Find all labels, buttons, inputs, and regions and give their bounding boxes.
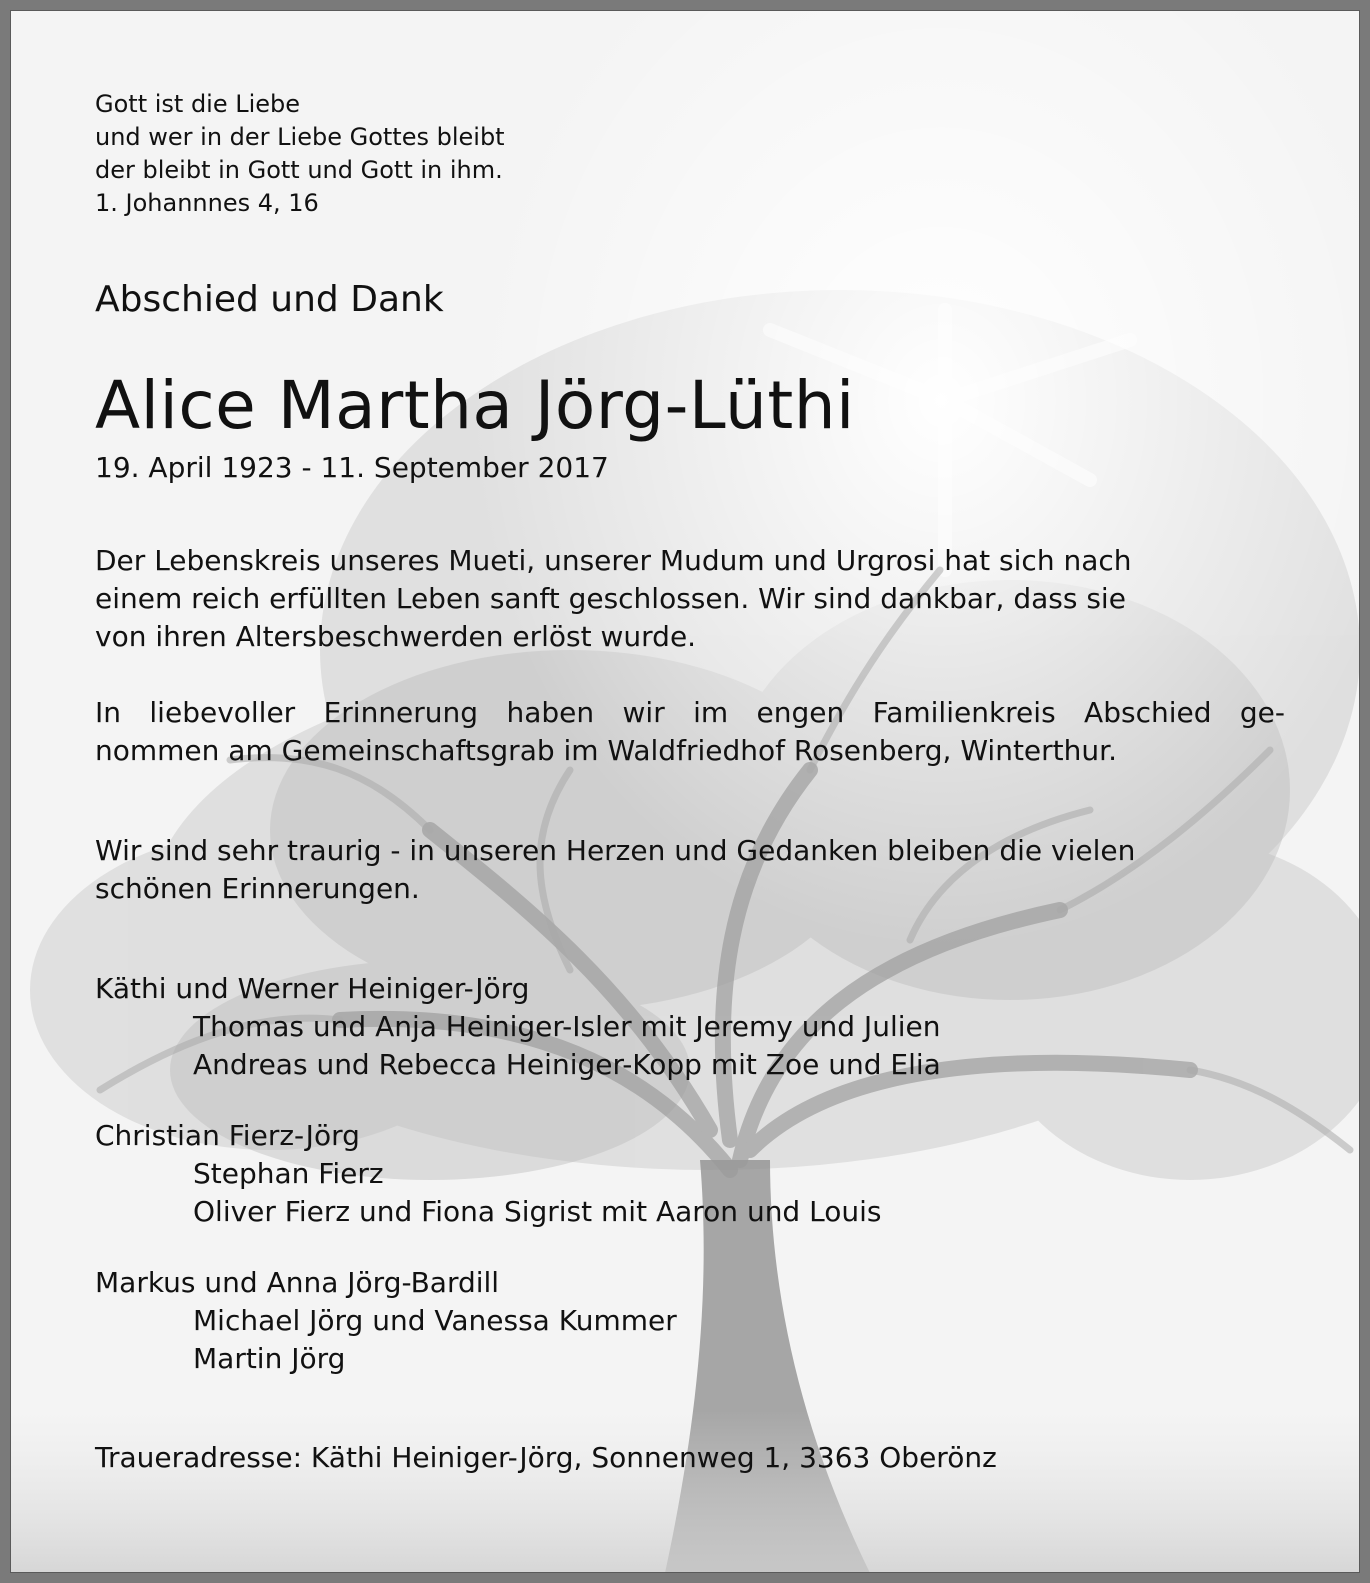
verse-reference: 1. Johannnes 4, 16	[95, 189, 319, 217]
family-member: Michael Jörg und Vanessa Kummer	[193, 1304, 677, 1337]
mourners-list	[95, 970, 1285, 1378]
paragraph-line: Der Lebenskreis unseres Mueti, unserer Mudum und Urgrosi hat sich nach	[95, 544, 1132, 577]
family-head: Käthi und Werner Heiniger-Jörg	[95, 972, 530, 1005]
life-dates: 19. April 1923 - 11. September 2017	[95, 451, 609, 484]
family-member: Martin Jörg	[193, 1342, 346, 1375]
obituary-content	[95, 88, 1285, 1411]
family-member: Oliver Fierz und Fiona Sigrist mit Aaron und Louis	[193, 1195, 882, 1228]
family-member: Andreas und Rebecca Heiniger-Kopp mit Zoe und Elia	[193, 1048, 941, 1081]
family-group	[95, 1264, 1285, 1378]
deceased-name: Alice Martha Jörg-Lüthi	[95, 367, 855, 444]
family-head: Markus und Anna Jörg-Bardill	[95, 1266, 500, 1299]
paragraph-line: von ihren Altersbeschwerden erlöst wurde.	[95, 620, 697, 653]
mourning-address: Traueradresse: Käthi Heiniger-Jörg, Sonnenweg 1, 3363 Oberönz	[95, 1441, 997, 1474]
bible-verse	[95, 88, 1285, 220]
paragraph-line: Wir sind sehr traurig - in unseren Herzen und Gedanken bleiben die vielen	[95, 834, 1136, 867]
paragraph-line: nommen am Gemeinschaftsgrab im Waldfriedhof Rosenberg, Winterthur.	[95, 734, 1117, 767]
family-member: Thomas und Anja Heiniger-Isler mit Jeremy und Julien	[193, 1010, 941, 1043]
verse-line: Gott ist die Liebe	[95, 90, 301, 118]
verse-line: und wer in der Liebe Gottes bleibt	[95, 123, 505, 151]
paragraph-line: In liebevoller Erinnerung haben wir im engen Familienkreis Abschied ge-	[95, 696, 1285, 729]
family-group	[95, 970, 1285, 1084]
paragraph-line: schönen Erinnerungen.	[95, 872, 420, 905]
paragraph-farewell-ceremony	[95, 694, 1285, 770]
verse-line: der bleibt in Gott und Gott in ihm.	[95, 156, 503, 184]
farewell-heading: Abschied und Dank	[95, 279, 444, 320]
paragraph-memories	[95, 832, 1285, 908]
family-group	[95, 1117, 1285, 1231]
paragraph-line: einem reich erfüllten Leben sanft geschlossen. Wir sind dankbar, dass sie	[95, 582, 1126, 615]
family-member: Stephan Fierz	[193, 1157, 384, 1190]
family-head: Christian Fierz-Jörg	[95, 1119, 360, 1152]
paragraph-life-circle	[95, 542, 1285, 656]
